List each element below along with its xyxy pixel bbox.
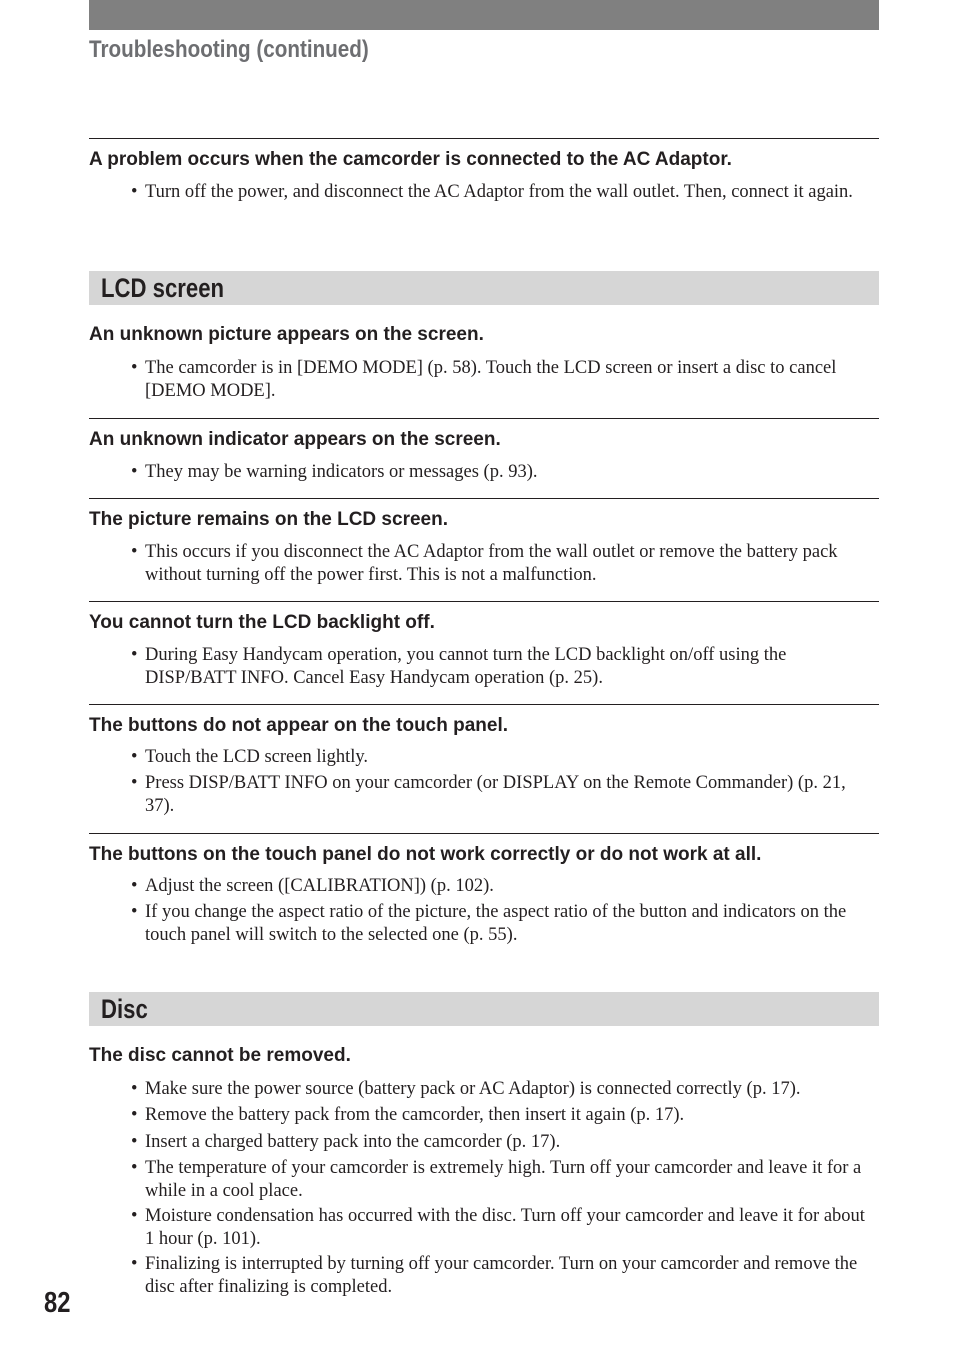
bullet: •	[131, 902, 138, 922]
divider	[89, 833, 879, 834]
page-number: 82	[44, 1287, 71, 1319]
divider	[89, 138, 879, 139]
item-text: They may be warning indicators or messages (p. 93).	[145, 462, 538, 482]
list-item	[131, 181, 871, 204]
item-text: Touch the LCD screen lightly.	[145, 747, 369, 767]
list-item	[131, 772, 871, 818]
item-text: The temperature of your camcorder is extremely high. Turn off your camcorder and leave it for a while in a cool place.	[145, 1158, 862, 1201]
bullet: •	[131, 182, 138, 202]
bullet: •	[131, 1132, 138, 1152]
list-item	[131, 541, 871, 587]
bullet: •	[131, 1158, 138, 1178]
divider	[89, 601, 879, 602]
item-text: During Easy Handycam operation, you cannot turn the LCD backlight on/off using the DISP/BATT INFO. Cancel Easy Handycam operation (p. 25).	[145, 645, 787, 688]
bullet: •	[131, 773, 138, 793]
list-item	[131, 1078, 871, 1101]
list-item	[131, 1253, 871, 1299]
section-header-lcd-screen	[89, 271, 879, 305]
item-text: Adjust the screen ([CALIBRATION]) (p. 102).	[145, 876, 494, 896]
problem-heading: The picture remains on the LCD screen.	[89, 509, 448, 530]
running-header: Troubleshooting (continued)	[89, 36, 369, 63]
item-text: Finalizing is interrupted by turning off your camcorder. Turn on your camcorder and remove the disc after finalizing is completed.	[145, 1254, 858, 1297]
list-item	[131, 1157, 871, 1203]
divider	[89, 418, 879, 419]
item-text: Moisture condensation has occurred with the disc. Turn off your camcorder and leave it for about 1 hour (p. 101).	[145, 1206, 865, 1249]
bullet: •	[131, 747, 138, 767]
header-bar	[89, 0, 879, 30]
bullet: •	[131, 542, 138, 562]
list-item	[131, 1104, 871, 1127]
bullet: •	[131, 1254, 138, 1274]
item-text: Insert a charged battery pack into the camcorder (p. 17).	[145, 1132, 561, 1152]
problem-heading: A problem occurs when the camcorder is connected to the AC Adaptor.	[89, 149, 732, 170]
divider	[89, 704, 879, 705]
section-title: LCD screen	[101, 273, 225, 303]
bullet: •	[131, 645, 138, 665]
item-text: Remove the battery pack from the camcorder, then insert it again (p. 17).	[145, 1105, 685, 1125]
section-header-disc	[89, 992, 879, 1026]
list-item	[131, 901, 871, 947]
problem-heading: You cannot turn the LCD backlight off.	[89, 612, 435, 633]
list-item	[131, 875, 871, 898]
bullet: •	[131, 462, 138, 482]
divider	[89, 498, 879, 499]
bullet: •	[131, 1105, 138, 1125]
bullet: •	[131, 358, 138, 378]
item-text: Press DISP/BATT INFO on your camcorder (or DISPLAY on the Remote Commander) (p. 21, 37).	[145, 773, 846, 816]
problem-heading: An unknown picture appears on the screen.	[89, 324, 484, 345]
problem-heading: The buttons do not appear on the touch panel.	[89, 715, 509, 736]
problem-heading: An unknown indicator appears on the screen.	[89, 429, 501, 450]
item-text: If you change the aspect ratio of the picture, the aspect ratio of the button and indicators on the touch panel will switch to the selected one (p. 55).	[145, 902, 847, 945]
list-item	[131, 1131, 871, 1154]
bullet: •	[131, 1206, 138, 1226]
bullet: •	[131, 876, 138, 896]
item-text: This occurs if you disconnect the AC Adaptor from the wall outlet or remove the battery pack without turning off the power first. This is not a malfunction.	[145, 542, 838, 585]
problem-heading: The buttons on the touch panel do not work correctly or do not work at all.	[89, 844, 762, 865]
list-item	[131, 1205, 871, 1251]
list-item	[131, 357, 871, 403]
list-item	[131, 644, 871, 690]
section-title: Disc	[101, 994, 148, 1024]
item-text: The camcorder is in [DEMO MODE] (p. 58). Touch the LCD screen or insert a disc to cancel [DEMO MODE].	[145, 358, 837, 401]
list-item	[131, 746, 871, 769]
problem-heading: The disc cannot be removed.	[89, 1045, 351, 1066]
list-item	[131, 461, 871, 484]
item-text: Make sure the power source (battery pack or AC Adaptor) is connected correctly (p. 17).	[145, 1079, 801, 1099]
bullet: •	[131, 1079, 138, 1099]
item-text: Turn off the power, and disconnect the AC Adaptor from the wall outlet. Then, connect it again.	[145, 182, 853, 202]
